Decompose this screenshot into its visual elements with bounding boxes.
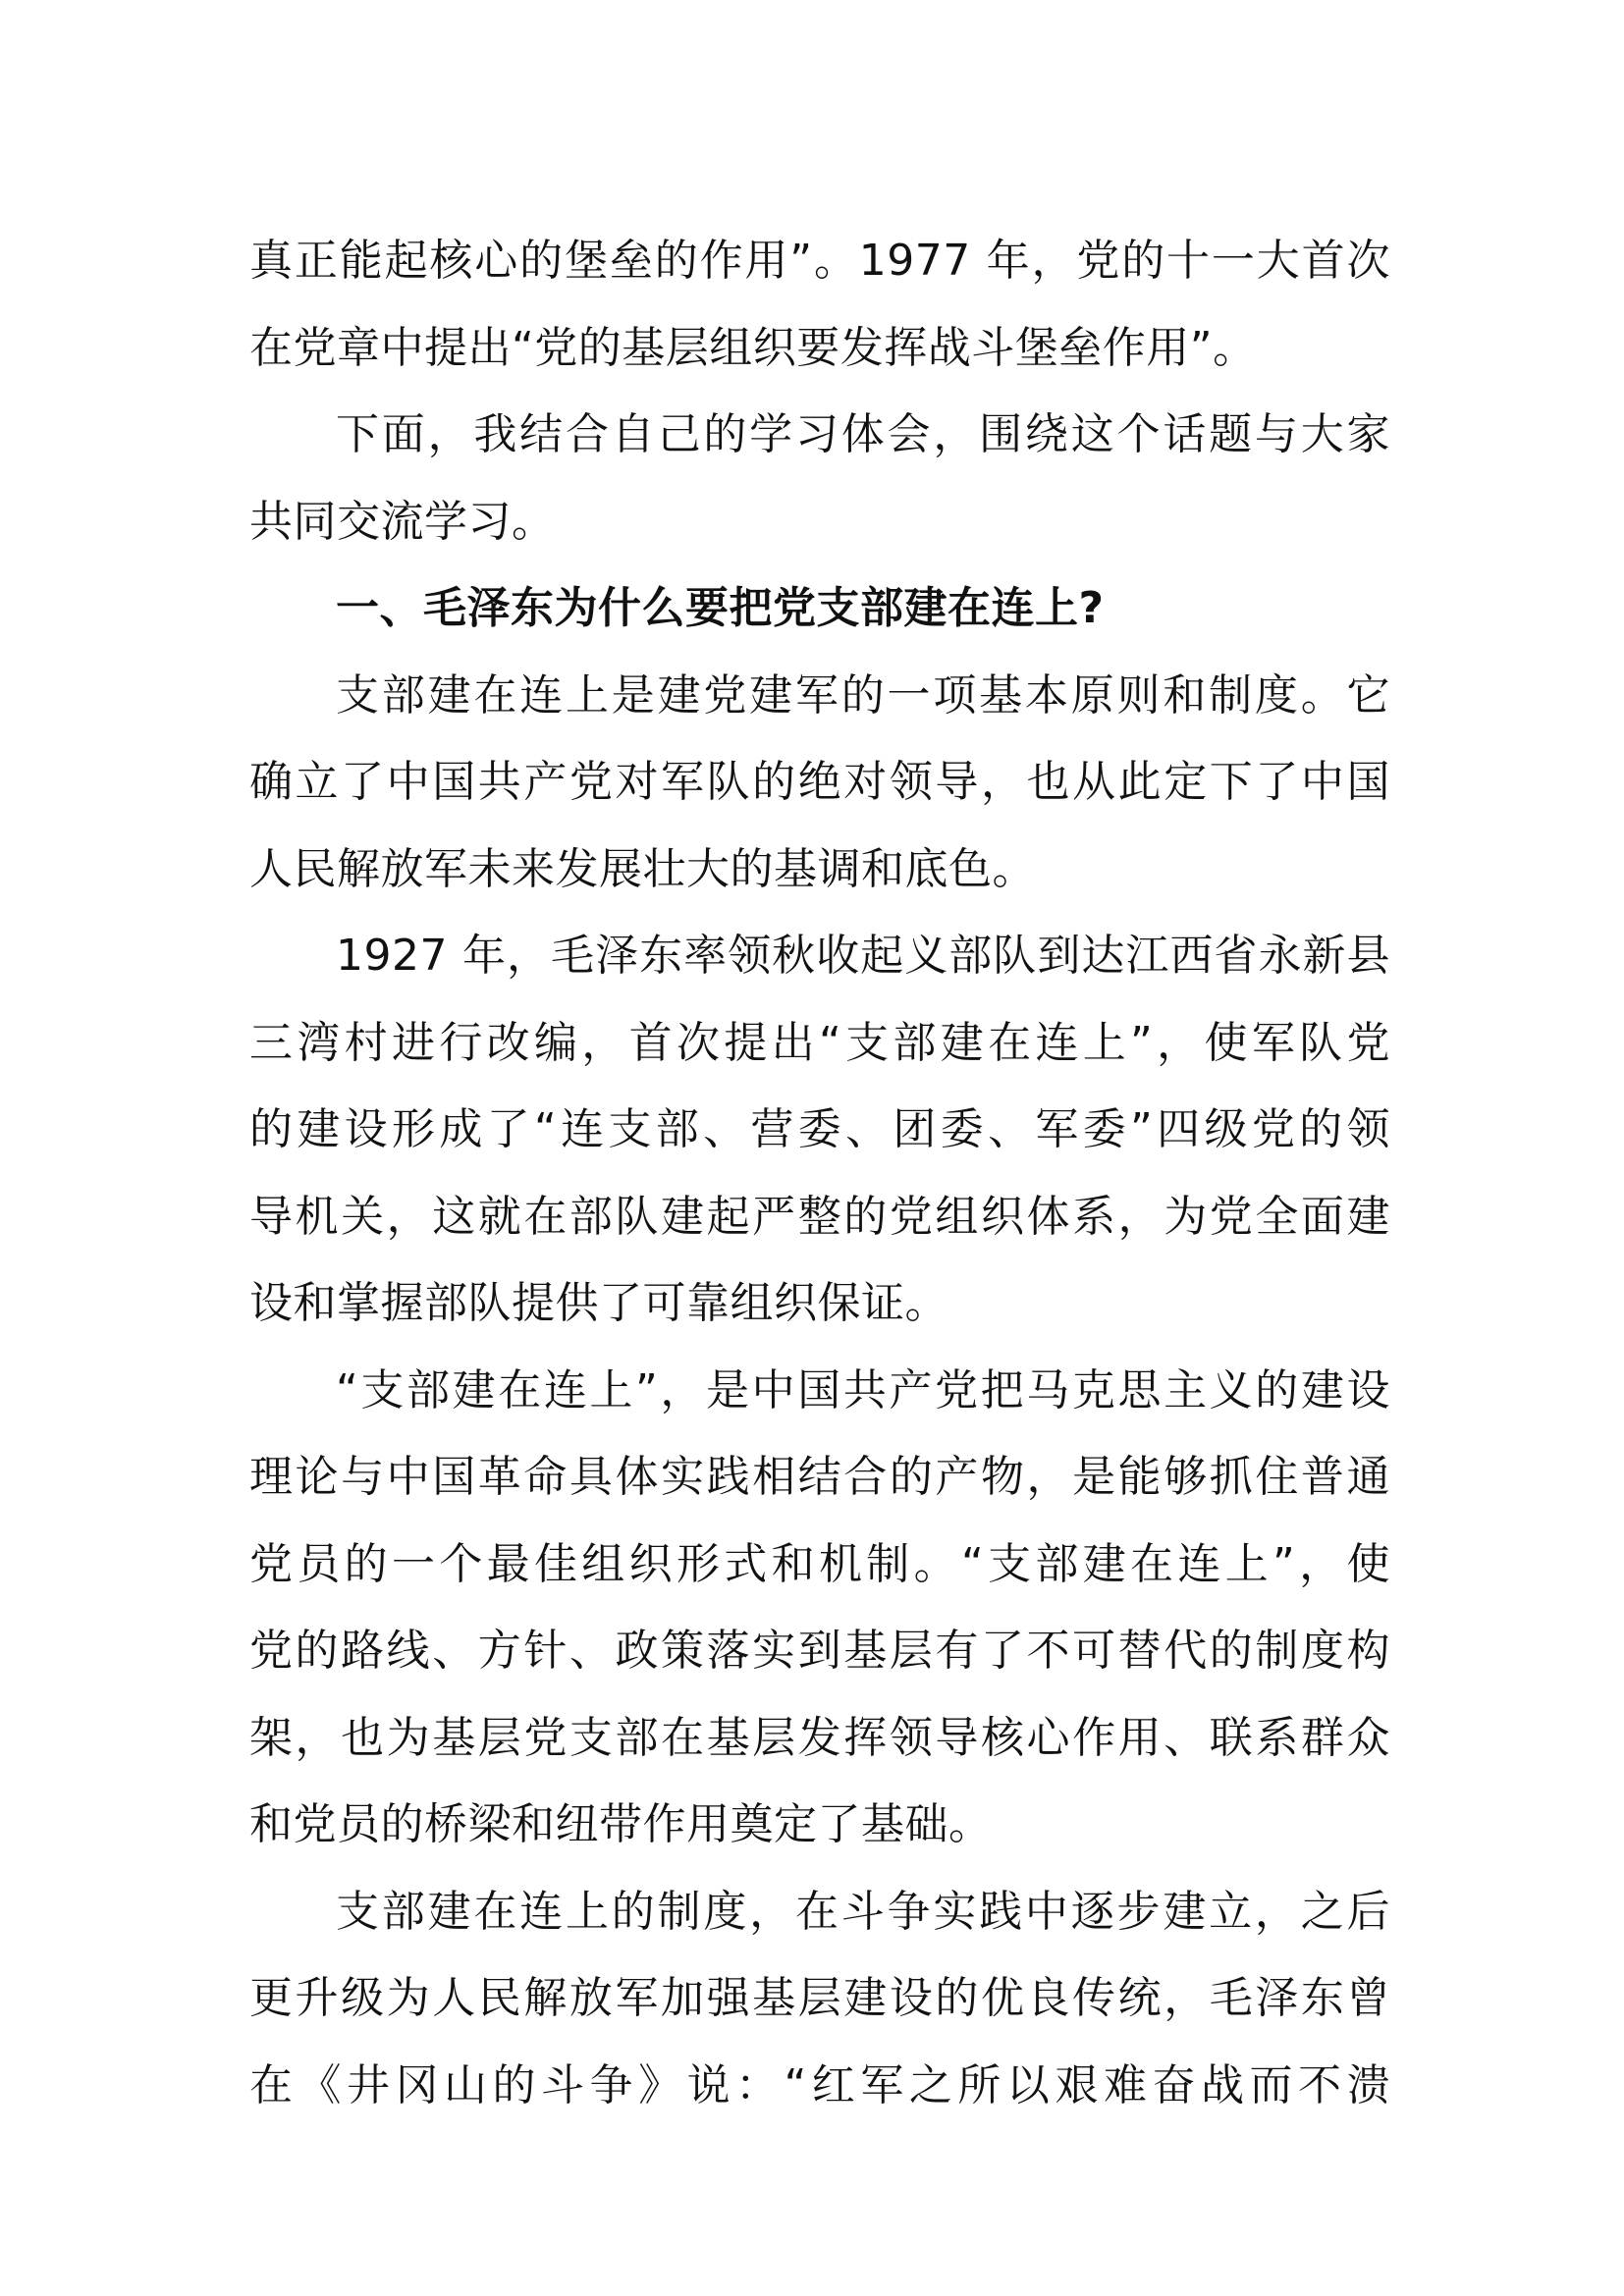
text-line: 架，也为基层党支部在基层发挥领导核心作用、联系群众 (249, 1712, 1390, 1763)
section-heading-text: 一、毛泽东为什么要把党支部建在连上? (336, 583, 1105, 633)
text-line: 确立了中国共产党对军队的绝对领导，也从此定下了中国 (249, 757, 1390, 807)
text-line: 人民解放军未来发展壮大的基调和底色。 (249, 843, 1036, 894)
section-heading (249, 565, 1390, 653)
text-line: 三湾村进行改编，首次提出“支部建在连上”，使军队党 (249, 1017, 1390, 1068)
text-line: 党员的一个最佳组织形式和机制。“支部建在连上”，使 (249, 1538, 1390, 1589)
text-line: 支部建在连上是建党建军的一项基本原则和制度。它 (336, 669, 1390, 721)
text-line: 和党员的桥梁和纽带作用奠定了基础。 (249, 1799, 993, 1849)
text-line: 支部建在连上的制度，在斗争实践中逐步建立，之后 (336, 1886, 1390, 1937)
document-body (249, 218, 1390, 2129)
text-line: 设和掌握部队提供了可靠组织保证。 (249, 1278, 948, 1328)
text-line: 的建设形成了“连支部、营委、团委、军委”四级党的领 (249, 1104, 1390, 1154)
text-line: 更升级为人民解放军加强基层建设的优良传统，毛泽东曾 (249, 1973, 1390, 2023)
text-line: 党的路线、方针、政策落实到基层有了不可替代的制度构 (249, 1626, 1390, 1676)
text-line: 在党章中提出“党的基层组织要发挥战斗堡垒作用”。 (249, 322, 1257, 373)
text-line: “支部建在连上”，是中国共产党把马克思主义的建设 (336, 1364, 1390, 1415)
text-line: 1927 年，毛泽东率领秋收起义部队到达江西省永新县 (336, 931, 1390, 981)
paragraph (249, 913, 1390, 1348)
paragraph (249, 218, 1390, 392)
text-line: 真正能起核心的堡垒的作用”。1977 年，党的十一大首次 (249, 236, 1390, 286)
text-line: 共同交流学习。 (249, 496, 556, 547)
text-line: 理论与中国革命具体实践相结合的产物，是能够抓住普通 (249, 1452, 1390, 1502)
paragraph (249, 653, 1390, 914)
text-line: 导机关，这就在部队建起严整的党组织体系，为党全面建 (249, 1191, 1390, 1242)
text-line: 下面，我结合自己的学习体会，围绕这个话题与大家 (336, 409, 1390, 459)
paragraph (249, 392, 1390, 565)
paragraph (249, 1869, 1390, 2130)
paragraph (249, 1348, 1390, 1869)
text-line: 在《井冈山的斗争》说：“红军之所以艰难奋战而不溃 (249, 2059, 1390, 2110)
